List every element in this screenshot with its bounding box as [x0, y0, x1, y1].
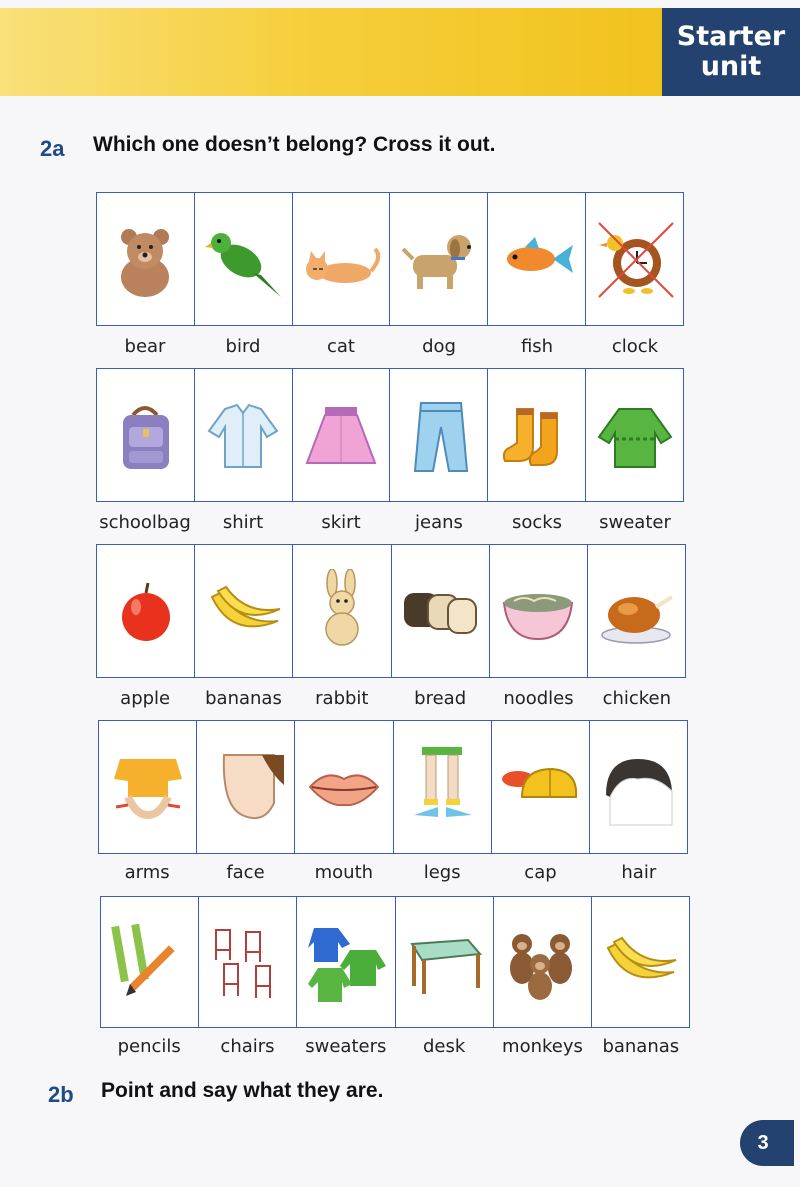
chairs-icon	[206, 920, 290, 1004]
monkeys-icon	[500, 920, 584, 1004]
cell-jeans[interactable]	[390, 369, 488, 501]
cell-bird[interactable]	[195, 193, 293, 325]
picture-row-4	[98, 720, 688, 854]
page-number: 3	[740, 1120, 794, 1166]
skirt-icon	[299, 393, 383, 477]
word-label: bread	[414, 688, 467, 709]
rabbit-icon	[300, 569, 384, 653]
cell-cap[interactable]	[492, 721, 590, 853]
word-label: noodles	[503, 688, 574, 709]
exercise-2b-number: 2b	[48, 1082, 74, 1107]
label-row-5	[100, 1036, 690, 1057]
word-label: bear	[124, 336, 166, 357]
word-label: face	[226, 862, 265, 883]
word-label: fish	[520, 336, 554, 357]
fish-icon	[495, 217, 579, 301]
cell-chicken[interactable]	[588, 545, 685, 677]
cell-bananas[interactable]	[195, 545, 293, 677]
exercise-2b-instruction: Point and say what they are.	[101, 1079, 384, 1102]
cell-sweaters[interactable]	[297, 897, 395, 1027]
word-label: mouth	[314, 862, 374, 883]
cell-bear[interactable]	[97, 193, 195, 325]
noodles-icon	[496, 569, 580, 653]
word-label: jeans	[415, 512, 463, 533]
cell-fish[interactable]	[488, 193, 586, 325]
picture-row-1	[96, 192, 684, 326]
word-label: bird	[225, 336, 261, 357]
cell-monkeys[interactable]	[494, 897, 592, 1027]
word-label: clock	[611, 336, 659, 357]
cell-desk[interactable]	[396, 897, 494, 1027]
sweaters-icon	[304, 920, 388, 1004]
word-label: cap	[524, 862, 557, 883]
bread-icon	[398, 569, 482, 653]
desk-icon	[402, 920, 486, 1004]
chicken-icon	[594, 569, 678, 653]
cell-mouth[interactable]	[295, 721, 393, 853]
label-row-4	[98, 862, 688, 883]
word-label: dog	[422, 336, 456, 357]
word-label: cat	[327, 336, 355, 357]
word-label: shirt	[222, 512, 264, 533]
picture-row-2	[96, 368, 684, 502]
bananas-icon	[202, 569, 286, 653]
unit-badge-line2: unit	[700, 51, 762, 82]
word-label: chicken	[602, 688, 672, 709]
cell-face[interactable]	[197, 721, 295, 853]
word-label: bananas	[602, 1036, 680, 1057]
hair-icon	[596, 745, 680, 829]
picture-row-3	[96, 544, 686, 678]
word-label: schoolbag	[99, 512, 191, 533]
cell-bananas-2[interactable]	[592, 897, 689, 1027]
picture-row-5	[100, 896, 690, 1028]
jeans-icon	[397, 393, 481, 477]
cell-socks[interactable]	[488, 369, 586, 501]
cat-icon	[299, 217, 383, 301]
word-label: sweaters	[305, 1036, 387, 1057]
cap-icon	[498, 745, 582, 829]
socks-icon	[495, 393, 579, 477]
cell-sweater[interactable]	[586, 369, 683, 501]
cell-skirt[interactable]	[293, 369, 391, 501]
cell-arms[interactable]	[99, 721, 197, 853]
cell-rabbit[interactable]	[293, 545, 391, 677]
cell-clock[interactable]	[586, 193, 683, 325]
apple-icon	[104, 569, 188, 653]
label-row-1	[96, 336, 684, 357]
word-label: monkeys	[502, 1036, 583, 1057]
dog-icon	[397, 217, 481, 301]
cell-chairs[interactable]	[199, 897, 297, 1027]
exercise-2a-number: 2a	[40, 136, 65, 161]
mouth-icon	[302, 745, 386, 829]
cell-shirt[interactable]	[195, 369, 293, 501]
word-label: arms	[124, 862, 170, 883]
unit-badge-line1: Starter	[676, 21, 786, 52]
unit-badge	[662, 8, 800, 96]
exercise-2a-instruction: Which one doesn’t belong? Cross it out.	[93, 133, 496, 156]
cell-legs[interactable]	[394, 721, 492, 853]
legs-icon	[400, 745, 484, 829]
word-label: rabbit	[315, 688, 369, 709]
word-label: skirt	[321, 512, 361, 533]
word-label: apple	[120, 688, 171, 709]
cell-apple[interactable]	[97, 545, 195, 677]
word-label: socks	[511, 512, 563, 533]
label-row-2	[96, 512, 684, 533]
arms-icon	[106, 745, 190, 829]
word-label: bananas	[205, 688, 282, 709]
bird-icon	[201, 217, 285, 301]
header-band	[0, 8, 662, 96]
word-label: chairs	[220, 1036, 275, 1057]
bananas-icon	[598, 920, 682, 1004]
schoolbag-icon	[103, 393, 187, 477]
word-label: legs	[423, 862, 461, 883]
cell-schoolbag[interactable]	[97, 369, 195, 501]
cell-bread[interactable]	[392, 545, 490, 677]
cell-hair[interactable]	[590, 721, 687, 853]
clock-icon	[593, 217, 677, 301]
pencils-icon	[108, 920, 192, 1004]
cell-dog[interactable]	[390, 193, 488, 325]
cell-pencils[interactable]	[101, 897, 199, 1027]
word-label: sweater	[599, 512, 671, 533]
label-row-3	[96, 688, 686, 709]
sweater-icon	[593, 393, 677, 477]
cell-cat[interactable]	[293, 193, 391, 325]
face-icon	[204, 745, 288, 829]
word-label: pencils	[117, 1036, 181, 1057]
bear-icon	[103, 217, 187, 301]
word-label: desk	[422, 1036, 466, 1057]
shirt-icon	[201, 393, 285, 477]
word-label: hair	[621, 862, 657, 883]
cell-noodles[interactable]	[490, 545, 588, 677]
